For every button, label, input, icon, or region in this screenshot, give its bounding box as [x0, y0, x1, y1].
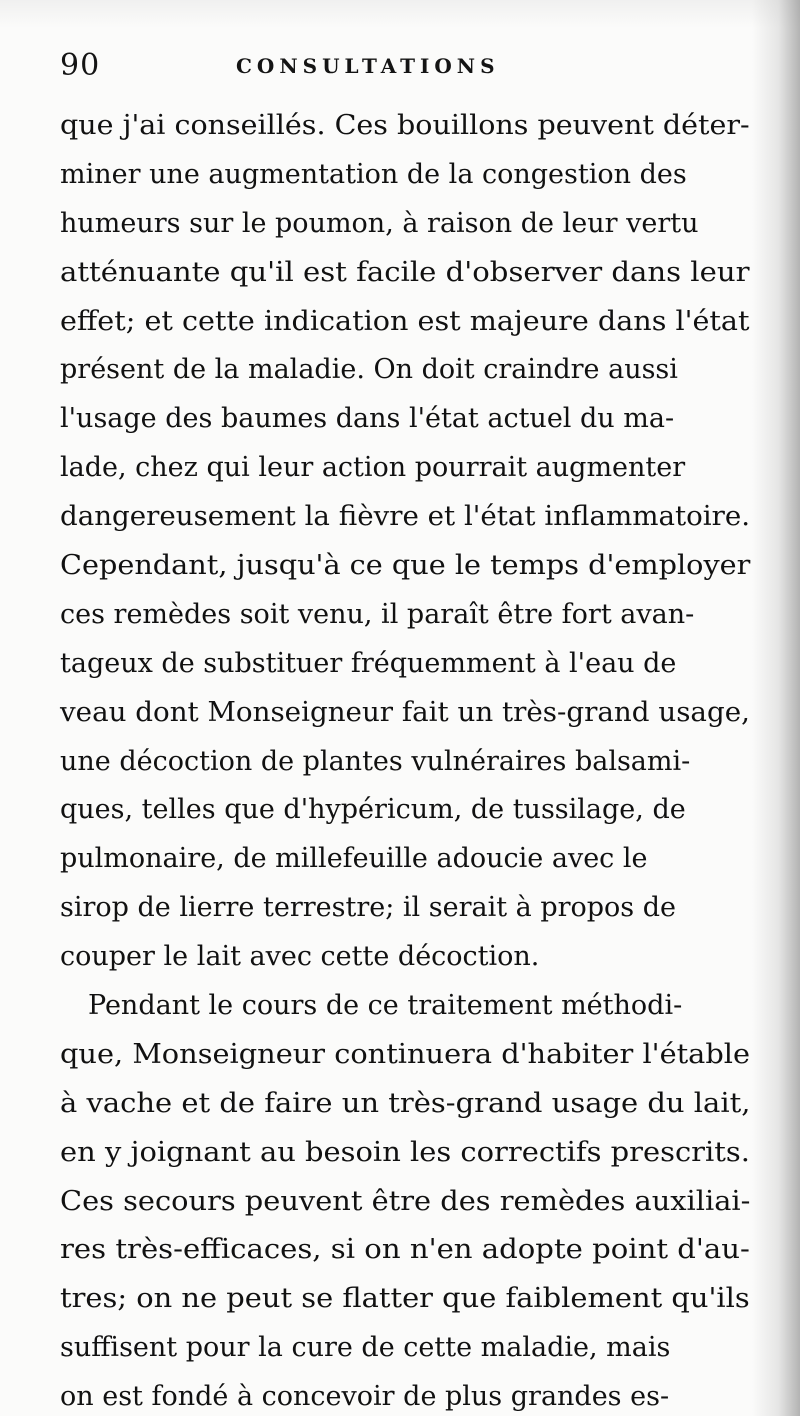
- text-line: atténuante qu'il est facile d'observer dans leur: [60, 256, 750, 288]
- text-line: l'usage des baumes dans l'état actuel du ma-: [60, 403, 675, 435]
- text-line: tageux de substituer fréquemment à l'eau de: [60, 647, 677, 679]
- text-line: que, Monseigneur continuera d'habiter l'étable: [60, 1038, 751, 1070]
- text-line: humeurs sur le poumon, à raison de leur vertu: [60, 207, 699, 239]
- text-line: tres; on ne peut se flatter que faiblement qu'ils: [60, 1283, 750, 1315]
- text-line: ces remèdes soit venu, il paraît être fort avan-: [60, 598, 695, 630]
- text-line: en y joignant au besoin les correctifs prescrits.: [60, 1136, 750, 1168]
- text-line: lade, chez qui leur action pourrait augmenter: [60, 452, 686, 484]
- text-line: couper le lait avec cette décoction.: [60, 941, 540, 973]
- text-line: une décoction de plantes vulnéraires balsami-: [60, 745, 691, 777]
- text-line: sirop de lierre terrestre; il serait à propos de: [60, 892, 677, 924]
- text-line: veau dont Monseigneur fait un très-grand usage,: [60, 696, 750, 728]
- text-line: miner une augmentation de la congestion des: [60, 158, 687, 190]
- text-line-paragraph-start: Pendant le cours de ce traitement méthodi-: [88, 990, 683, 1022]
- body-text: [60, 102, 750, 1416]
- text-line: à vache et de faire un très-grand usage du lait,: [60, 1087, 751, 1119]
- running-head: CONSULTATIONS: [236, 54, 500, 78]
- text-line: Ces secours peuvent être des remèdes auxiliai-: [60, 1185, 751, 1217]
- text-line: Cependant, jusqu'à ce que le temps d'employer: [60, 550, 751, 582]
- page-number: 90: [60, 48, 101, 83]
- text-line: effet; et cette indication est majeure dans l'état: [60, 305, 750, 337]
- page-gutter-shadow: [752, 0, 800, 1416]
- text-line: suffisent pour la cure de cette maladie, mais: [60, 1332, 671, 1364]
- text-line: on est fondé à concevoir de plus grandes es-: [60, 1381, 670, 1413]
- text-line: res très-efficaces, si on n'en adopte point d'au-: [60, 1234, 750, 1266]
- text-line: ques, telles que d'hypéricum, de tussilage, de: [60, 794, 686, 826]
- text-line: présent de la maladie. On doit craindre aussi: [60, 354, 678, 386]
- page-top-edge: [0, 0, 800, 28]
- text-line: pulmonaire, de millefeuille adoucie avec le: [60, 843, 648, 875]
- page-header: [60, 46, 740, 86]
- text-line: que j'ai conseillés. Ces bouillons peuvent déter-: [60, 110, 750, 141]
- text-line: dangereusement la fièvre et l'état inflammatoire.: [60, 501, 751, 533]
